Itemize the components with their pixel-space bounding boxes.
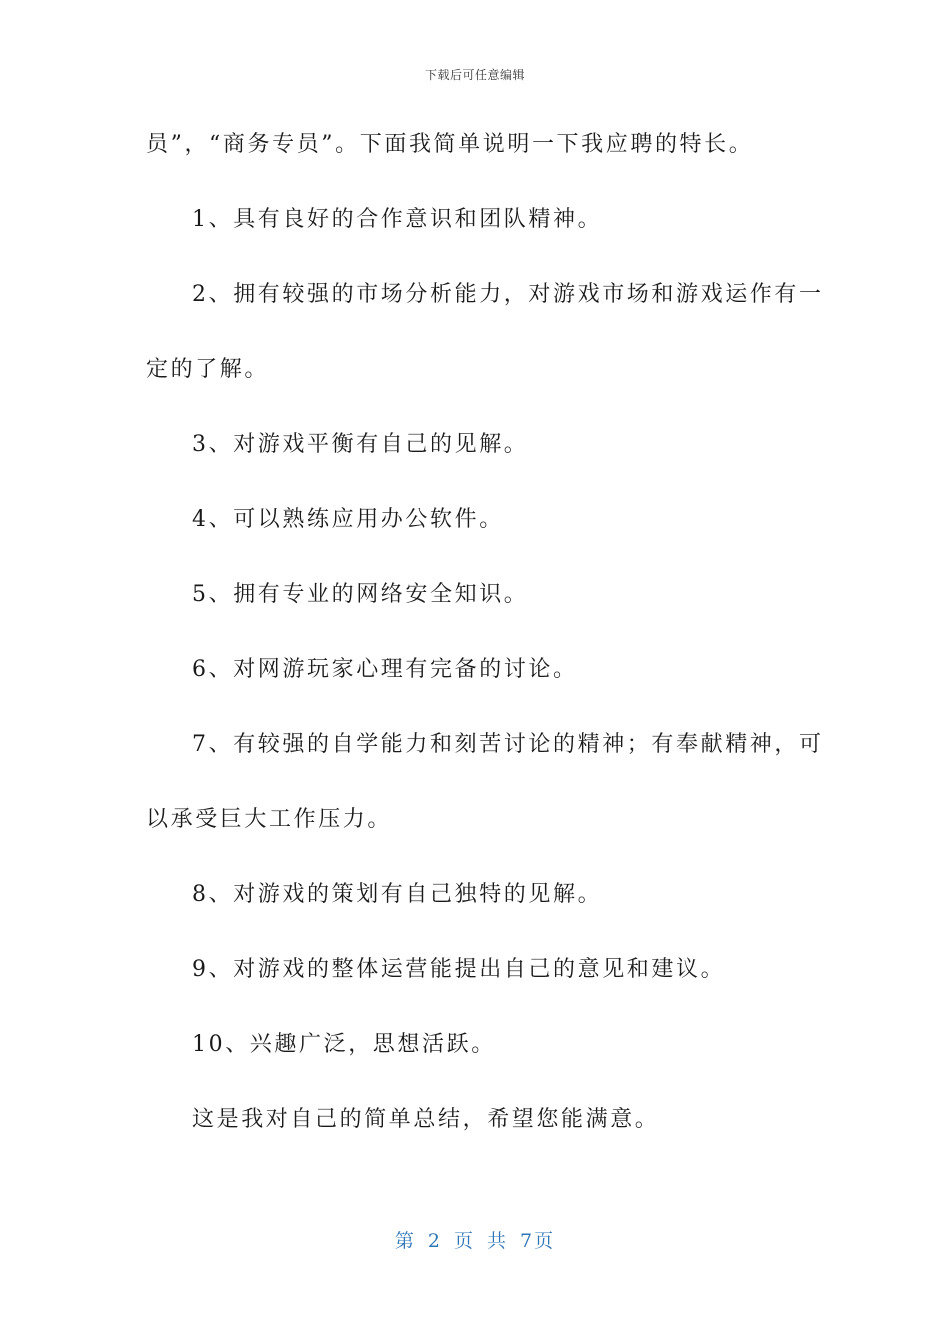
page-header: 下载后可任意编辑 bbox=[424, 68, 525, 82]
footer-page-word: 页 bbox=[453, 1230, 475, 1252]
body-line: 定的了解。 bbox=[146, 357, 270, 382]
body-line: 10、兴趣广泛，思想活跃。 bbox=[192, 1032, 496, 1057]
body-line: 7、有较强的自学能力和刻苦讨论的精神；有奉献精神，可 bbox=[192, 732, 824, 757]
footer-total-pages: 7页 bbox=[520, 1230, 556, 1252]
body-line: 1、具有良好的合作意识和团队精神。 bbox=[192, 207, 603, 232]
body-line: 5、拥有专业的网络安全知识。 bbox=[192, 582, 529, 607]
document-body bbox=[146, 126, 824, 1176]
body-line: 4、可以熟练应用办公软件。 bbox=[192, 507, 504, 532]
body-line: 员”，“商务专员”。下面我简单说明一下我应聘的特长。 bbox=[146, 132, 754, 157]
body-line: 6、对网游玩家心理有完备的讨论。 bbox=[192, 657, 578, 682]
body-line: 8、对游戏的策划有自己独特的见解。 bbox=[192, 882, 603, 907]
body-line: 9、对游戏的整体运营能提出自己的意见和建议。 bbox=[192, 957, 726, 982]
footer-prefix: 第 bbox=[394, 1230, 416, 1252]
body-line: 3、对游戏平衡有自己的见解。 bbox=[192, 432, 529, 457]
body-line: 2、拥有较强的市场分析能力，对游戏市场和游戏运作有一 bbox=[192, 282, 824, 307]
footer-total-label: 共 bbox=[487, 1230, 509, 1252]
body-line: 以承受巨大工作压力。 bbox=[146, 807, 393, 832]
body-line: 这是我对自己的简单总结，希望您能满意。 bbox=[192, 1107, 660, 1132]
page-footer bbox=[0, 1226, 950, 1253]
footer-page-number: 2 bbox=[427, 1230, 442, 1252]
